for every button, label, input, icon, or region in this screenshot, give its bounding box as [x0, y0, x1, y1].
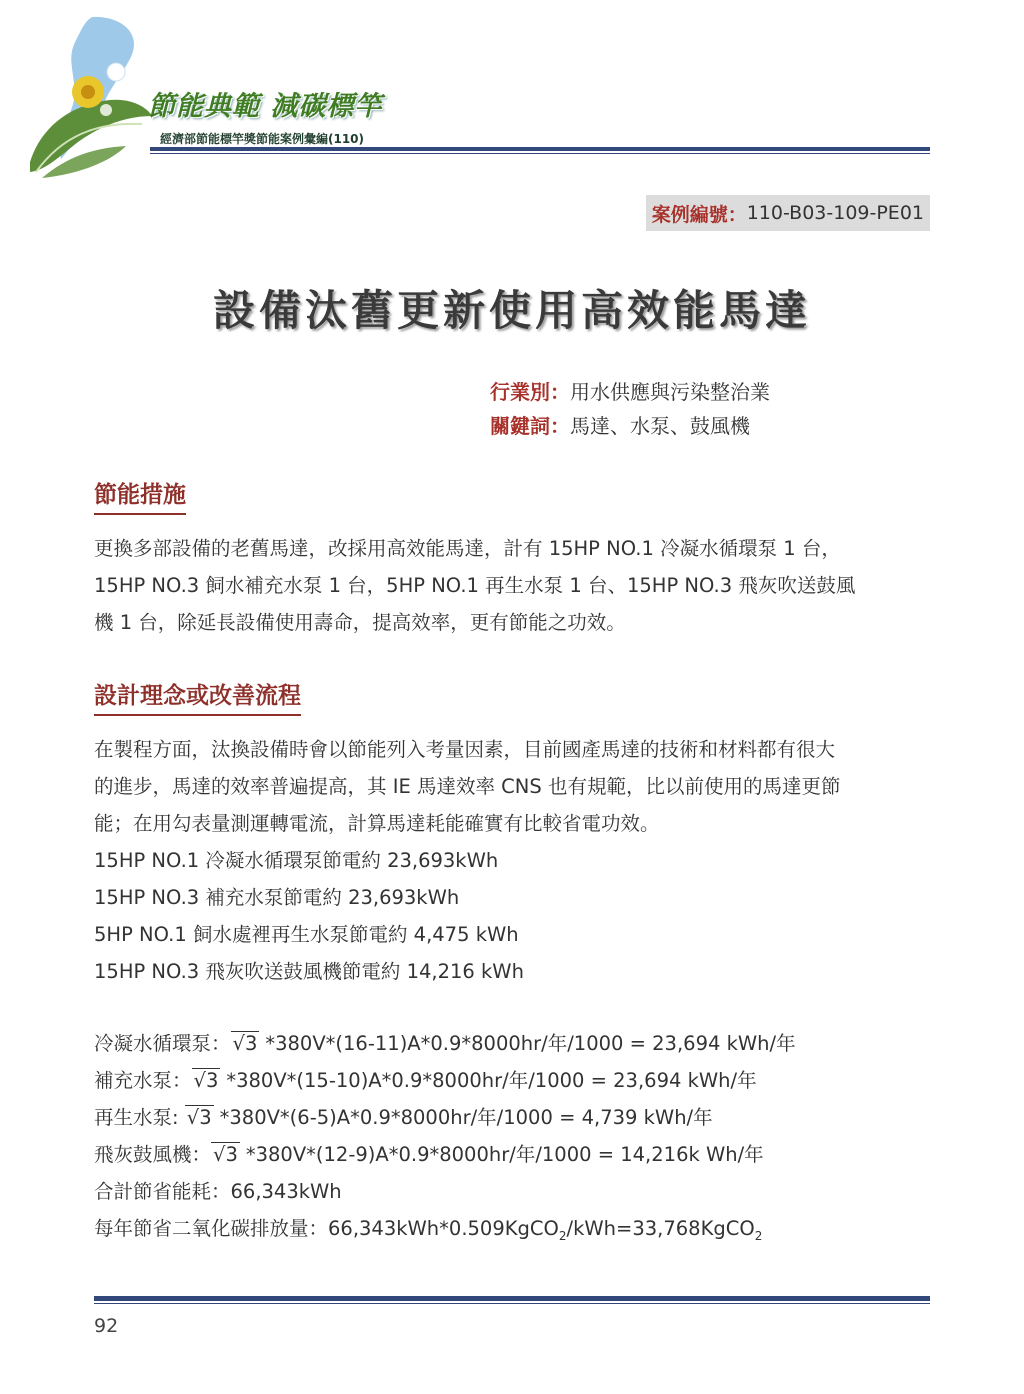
sqrt-symbol: √3 — [213, 1143, 238, 1166]
footer-rule — [94, 1296, 930, 1301]
series-subtitle: 經濟部節能標竿獎節能案例彙編(110) — [160, 132, 365, 146]
calculation-list — [94, 1025, 796, 1255]
formula-expr: *380V*(16-11)A*0.9*8000hr/年/1000 = 23,694 kWh/年 — [265, 1032, 796, 1055]
savings-item: 15HP NO.3 飛灰吹送鼓風機節電約 14,216 kWh — [94, 960, 524, 983]
savings-item: 15HP NO.1 冷凝水循環泵節電約 23,693kWh — [94, 849, 499, 872]
section-heading-design: 設計理念或改善流程 — [94, 677, 301, 716]
case-number-value: 110-B03-109-PE01 — [746, 202, 924, 224]
taiwan-leaf-flower-logo-icon — [22, 12, 162, 182]
formula-expr: *380V*(12-9)A*0.9*8000hr/年/1000 = 14,216k Wh/年 — [245, 1143, 764, 1166]
measures-paragraph — [94, 530, 934, 641]
case-number-label: 案例編號： — [651, 203, 747, 226]
formula-prefix: 飛灰鼓風機： — [94, 1143, 212, 1166]
co2-subscript-1: 2 — [558, 1228, 567, 1243]
case-number-box — [646, 195, 930, 231]
co2-text-1: 每年節省二氧化碳排放量：66,343kWh*0.509KgCO — [94, 1217, 559, 1240]
formula-expr: *380V*(6-5)A*0.9*8000hr/年/1000 = 4,739 kWh/年 — [219, 1106, 713, 1129]
savings-item: 5HP NO.1 飼水處裡再生水泵節電約 4,475 kWh — [94, 923, 519, 946]
paragraph-line: 的進步，馬達的效率普遍提高，其 IE 馬達效率 CNS 也有規範，比以前使用的馬達更節 — [94, 775, 841, 798]
keywords-label: 關鍵詞： — [490, 414, 570, 438]
savings-list — [94, 842, 524, 990]
page-header — [0, 0, 1024, 190]
formula-line — [94, 1062, 796, 1099]
design-paragraph — [94, 731, 934, 842]
formula-line — [94, 1099, 796, 1136]
series-title: 節能典範 減碳標竿 — [148, 91, 383, 122]
header-rule-thin — [150, 153, 930, 154]
paragraph-line: 更換多部設備的老舊馬達，改採用高效能馬達，計有 15HP NO.1 冷凝水循環泵 1 台， — [94, 537, 841, 560]
paragraph-line: 在製程方面，汰換設備時會以節能列入考量因素，目前國產馬達的技術和材料都有很大 — [94, 738, 836, 761]
industry-value: 用水供應與污染整治業 — [570, 380, 770, 404]
total-savings: 合計節省能耗：66,343kWh — [94, 1180, 342, 1203]
co2-reduction — [94, 1210, 796, 1255]
formula-prefix: 再生水泵: — [94, 1106, 185, 1129]
formula-expr: *380V*(15-10)A*0.9*8000hr/年/1000 = 23,694 kWh/年 — [226, 1069, 757, 1092]
formula-prefix: 補充水泵： — [94, 1069, 192, 1092]
industry-row — [490, 376, 770, 405]
formula-prefix: 冷凝水循環泵： — [94, 1032, 231, 1055]
page-number: 92 — [94, 1315, 119, 1337]
savings-item: 15HP NO.3 補充水泵節電約 23,693kWh — [94, 886, 460, 909]
paragraph-line: 能；在用勾表量測運轉電流，計算馬達耗能確實有比較省電功效。 — [94, 812, 660, 835]
paragraph-line: 機 1 台，除延長設備使用壽命，提高效率，更有節能之功效。 — [94, 611, 626, 634]
co2-subscript-2: 2 — [754, 1228, 763, 1243]
formula-line — [94, 1025, 796, 1062]
page-title: 設備汰舊更新使用高效能馬達 — [212, 286, 811, 335]
section-heading-measures: 節能措施 — [94, 476, 186, 515]
header-rule — [150, 147, 930, 151]
sqrt-symbol: √3 — [186, 1106, 212, 1129]
footer-rule-thin — [94, 1303, 930, 1304]
keywords-row — [490, 410, 750, 439]
sqrt-symbol: √3 — [232, 1032, 258, 1055]
keywords-value: 馬達、水泵、鼓風機 — [570, 414, 750, 438]
sqrt-symbol: √3 — [193, 1069, 219, 1092]
industry-label: 行業別： — [490, 380, 570, 404]
co2-text-2: /kWh=33,768KgCO — [566, 1217, 755, 1240]
formula-line — [94, 1136, 796, 1173]
paragraph-line: 15HP NO.3 飼水補充水泵 1 台，5HP NO.1 再生水泵 1 台、15HP NO.3 飛灰吹送鼓風 — [94, 574, 856, 597]
